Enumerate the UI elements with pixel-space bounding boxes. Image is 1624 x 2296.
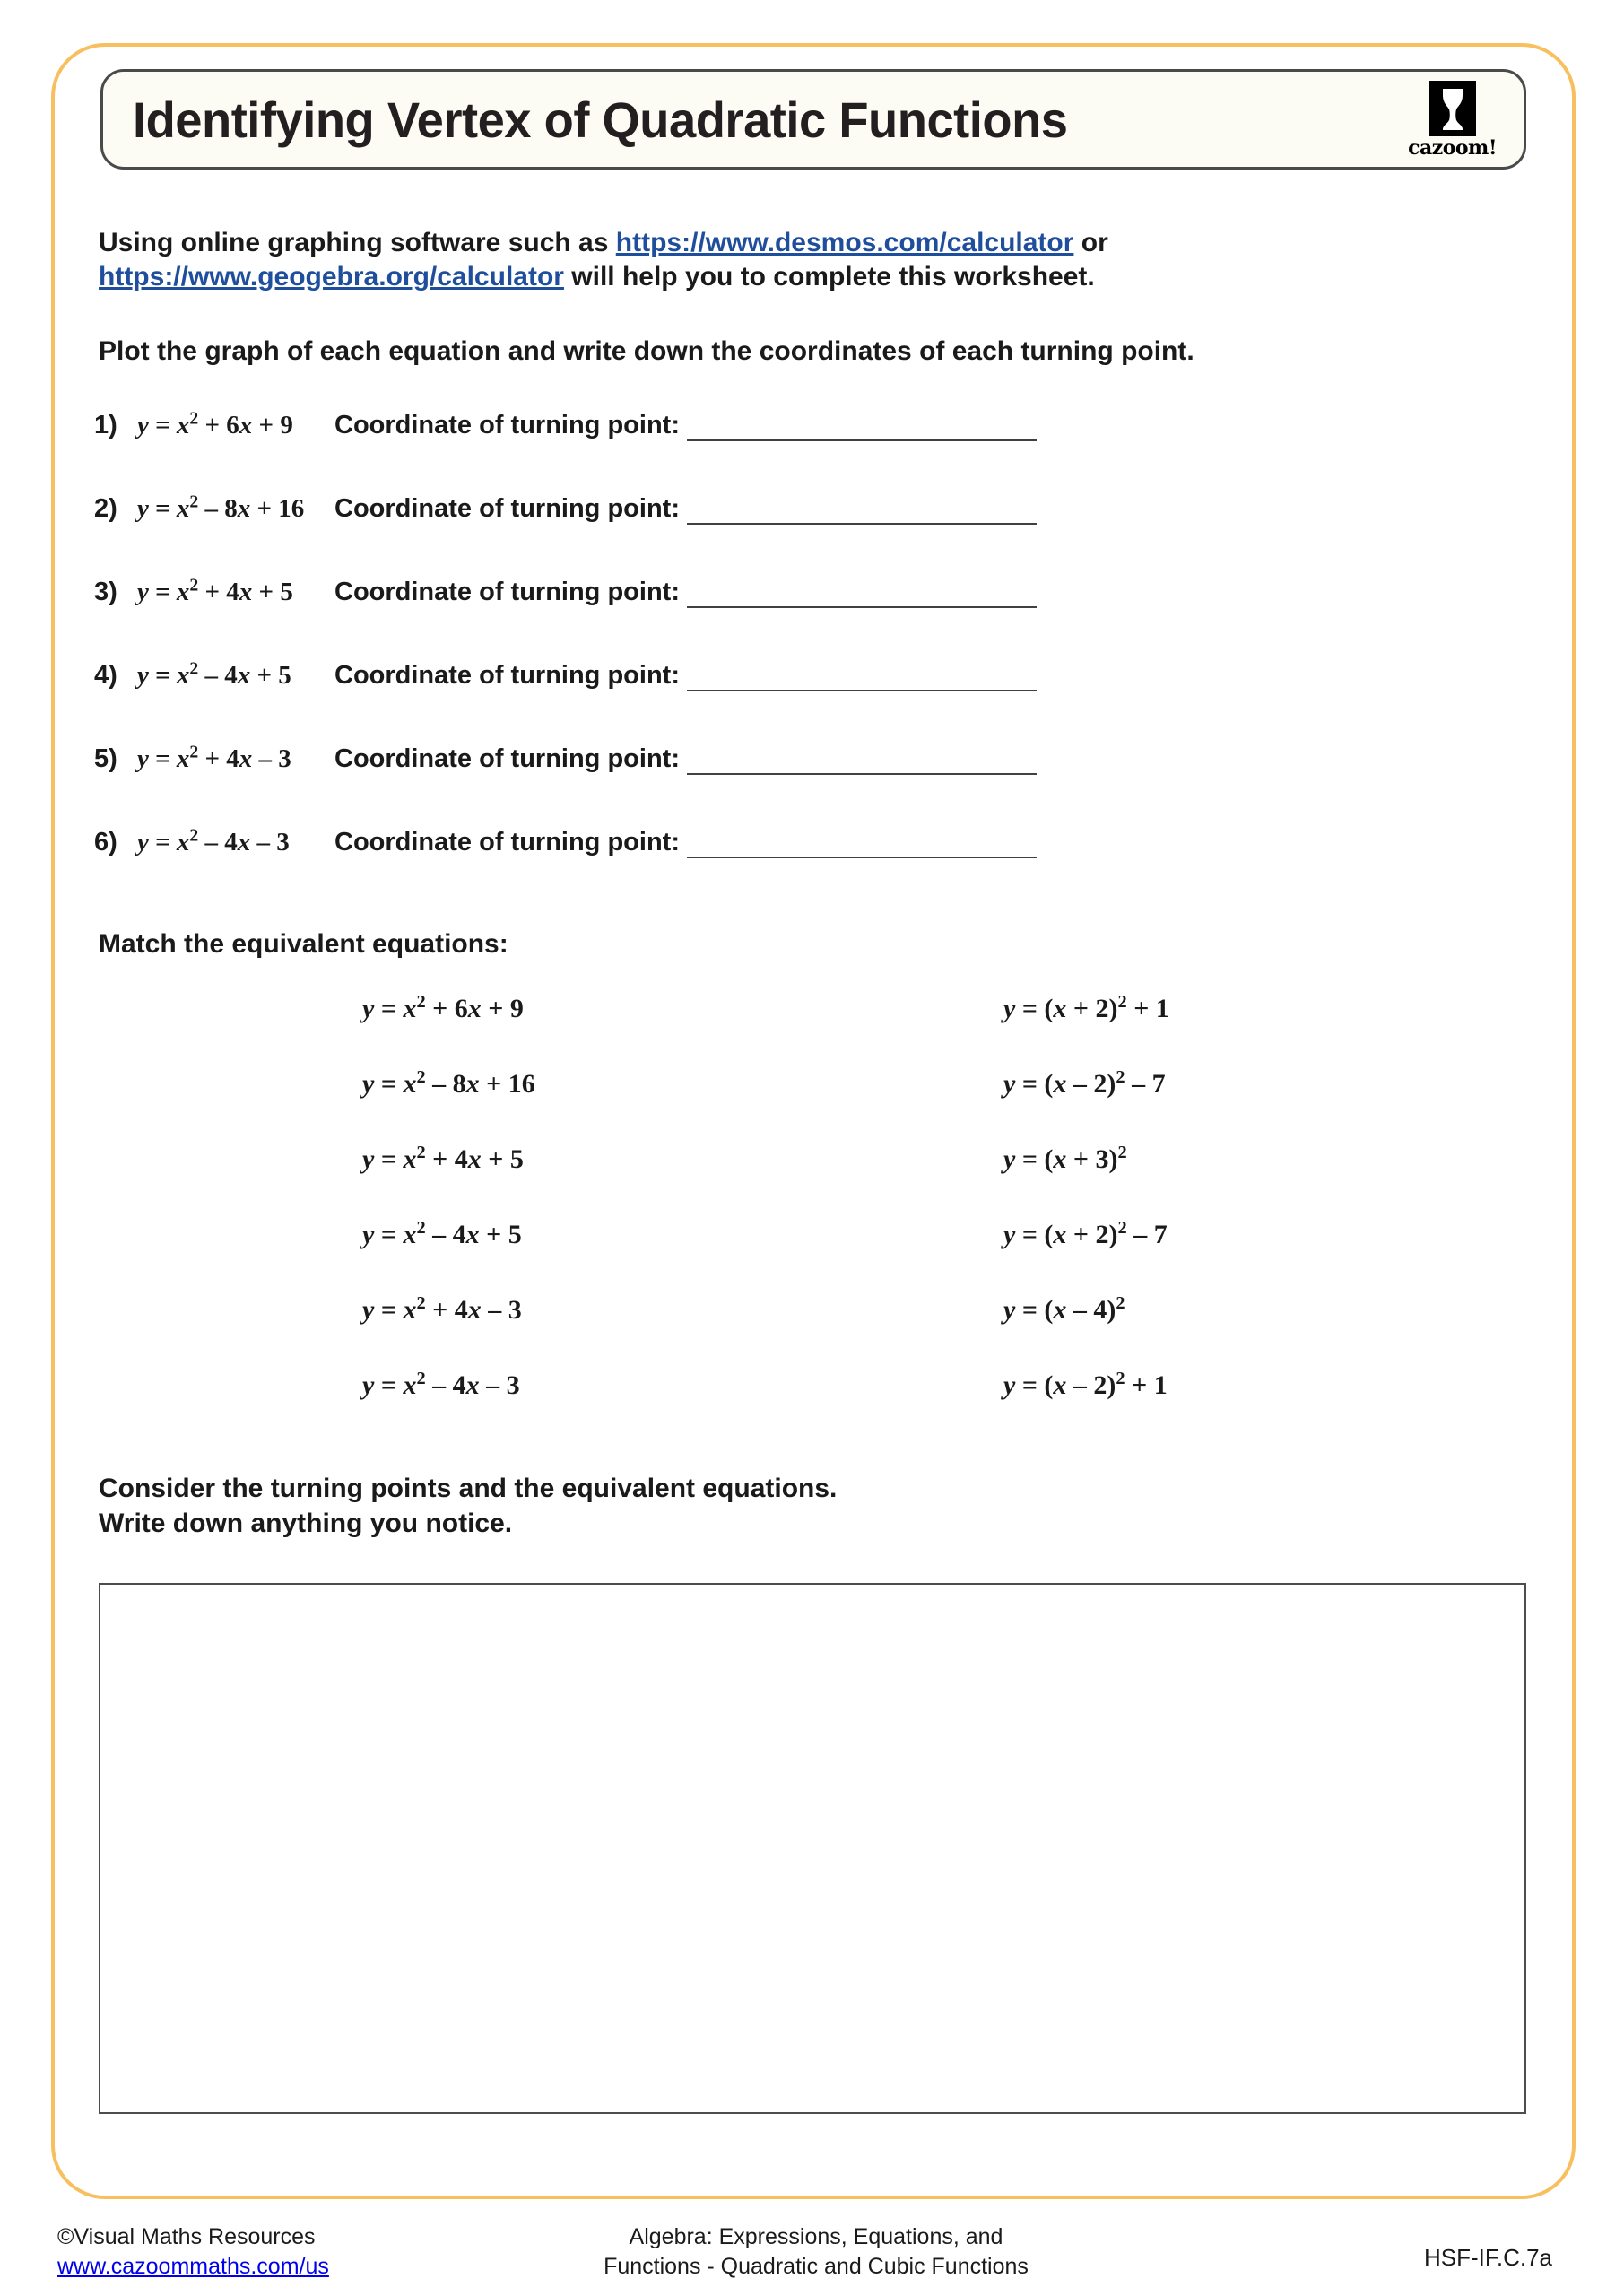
intro-paragraph — [99, 226, 1372, 295]
question-equation: $y = x^2 + 6x + 9$ — [137, 408, 293, 439]
match-instruction: Match the equivalent equations: — [99, 929, 508, 959]
intro-text-between: or — [1073, 228, 1108, 257]
page-footer — [0, 2222, 1624, 2296]
intro-text-before: Using online graphing software such as — [99, 228, 616, 257]
matching-left-column — [362, 992, 535, 1448]
question-row — [94, 491, 1350, 578]
turning-point-label: Coordinate of turning point: — [334, 744, 680, 773]
matching-item-left[interactable]: $y = x^2 + 6x + 9$ — [362, 992, 524, 1023]
matching-item-left[interactable]: $y = x^2 + 4x - 3$ — [362, 1293, 522, 1325]
cazoom-logo — [1408, 81, 1524, 158]
footer-website-link[interactable]: www.cazoommaths.com/us — [57, 2254, 329, 2279]
turning-point-answer-line[interactable] — [687, 578, 1037, 608]
question-equation: $y = x^2 - 8x + 16$ — [137, 491, 305, 523]
plot-instruction: Plot the graph of each equation and write down the coordinates of each turning point. — [99, 336, 1194, 366]
notice-line-2: Write down anything you notice. — [99, 1509, 513, 1538]
footer-topic-line-2: Functions - Quadratic and Cubic Functions — [604, 2254, 1029, 2279]
matching-item-left[interactable]: $y = x^2 - 4x - 3$ — [362, 1369, 520, 1400]
question-number: 5) — [94, 744, 117, 773]
desmos-link[interactable]: https://www.desmos.com/calculator — [615, 228, 1074, 257]
matching-item-left[interactable]: $y = x^2 - 4x + 5$ — [362, 1218, 522, 1249]
footer-topic-line-1: Algebra: Expressions, Equations, and — [629, 2224, 1003, 2249]
matching-item-right[interactable]: $y = (x + 3)^2$ — [1003, 1143, 1127, 1174]
question-number: 1) — [94, 411, 117, 439]
question-equation: $y = x^2 - 4x + 5$ — [137, 658, 291, 690]
cazoom-logo-text: cazoom! — [1408, 136, 1497, 160]
question-row — [94, 658, 1350, 744]
question-row — [94, 408, 1350, 494]
matching-item-left[interactable]: $y = x^2 + 4x + 5$ — [362, 1143, 524, 1174]
turning-point-answer-line[interactable] — [687, 494, 1037, 525]
question-row — [94, 744, 1350, 828]
footer-copyright-block — [57, 2222, 329, 2282]
intro-text-after: will help you to complete this worksheet. — [563, 262, 1095, 292]
matching-item-left[interactable]: $y = x^2 - 8x + 16$ — [362, 1067, 535, 1099]
footer-topic-block — [556, 2222, 1076, 2282]
turning-point-label: Coordinate of turning point: — [334, 411, 680, 439]
footer-copyright: ©Visual Maths Resources — [57, 2224, 316, 2249]
matching-item-right[interactable]: y = (x – 4)$^2$ — [1003, 1293, 1125, 1325]
turning-point-answer-line[interactable] — [687, 411, 1037, 441]
cazoom-goblet-icon — [1429, 81, 1476, 136]
matching-item-right[interactable]: $y = (x + 2)^2 - 7$ — [1003, 1218, 1168, 1249]
matching-section — [0, 992, 1624, 1462]
question-row — [94, 575, 1350, 661]
matching-right-column — [1003, 992, 1169, 1448]
question-row — [94, 825, 1350, 911]
geogebra-link[interactable]: https://www.geogebra.org/calculator — [99, 262, 564, 292]
notice-line-1: Consider the turning points and the equivalent equations. — [99, 1474, 838, 1503]
worksheet-header — [100, 69, 1526, 170]
question-equation: $y = x^2 - 4x - 3$ — [137, 825, 290, 857]
free-response-answer-box[interactable] — [99, 1583, 1526, 2114]
turning-point-answer-line[interactable] — [687, 744, 1037, 775]
page-title: Identifying Vertex of Quadratic Functions — [132, 91, 1068, 148]
question-list — [94, 408, 1350, 911]
matching-item-right[interactable]: y = (x – 2)$^2$ – 7 — [1003, 1067, 1166, 1099]
turning-point-answer-line[interactable] — [687, 828, 1037, 858]
question-number: 4) — [94, 661, 117, 690]
footer-standard-code: HSF-IF.C.7a — [1423, 2244, 1552, 2271]
question-number: 2) — [94, 494, 117, 523]
turning-point-label: Coordinate of turning point: — [334, 494, 680, 523]
question-equation: $y = x^2 + 4x + 5$ — [137, 575, 293, 606]
turning-point-label: Coordinate of turning point: — [334, 828, 680, 857]
notice-instruction — [99, 1471, 837, 1541]
matching-item-right[interactable]: $y = (x + 2)^2 + 1$ — [1003, 992, 1169, 1023]
question-number: 6) — [94, 828, 117, 857]
turning-point-label: Coordinate of turning point: — [334, 578, 680, 606]
question-equation: $y = x^2 + 4x - 3$ — [137, 742, 291, 773]
matching-item-right[interactable]: y = (x – 2)$^2$ + 1 — [1003, 1369, 1168, 1400]
turning-point-answer-line[interactable] — [687, 661, 1037, 691]
turning-point-label: Coordinate of turning point: — [334, 661, 680, 690]
question-number: 3) — [94, 578, 117, 606]
